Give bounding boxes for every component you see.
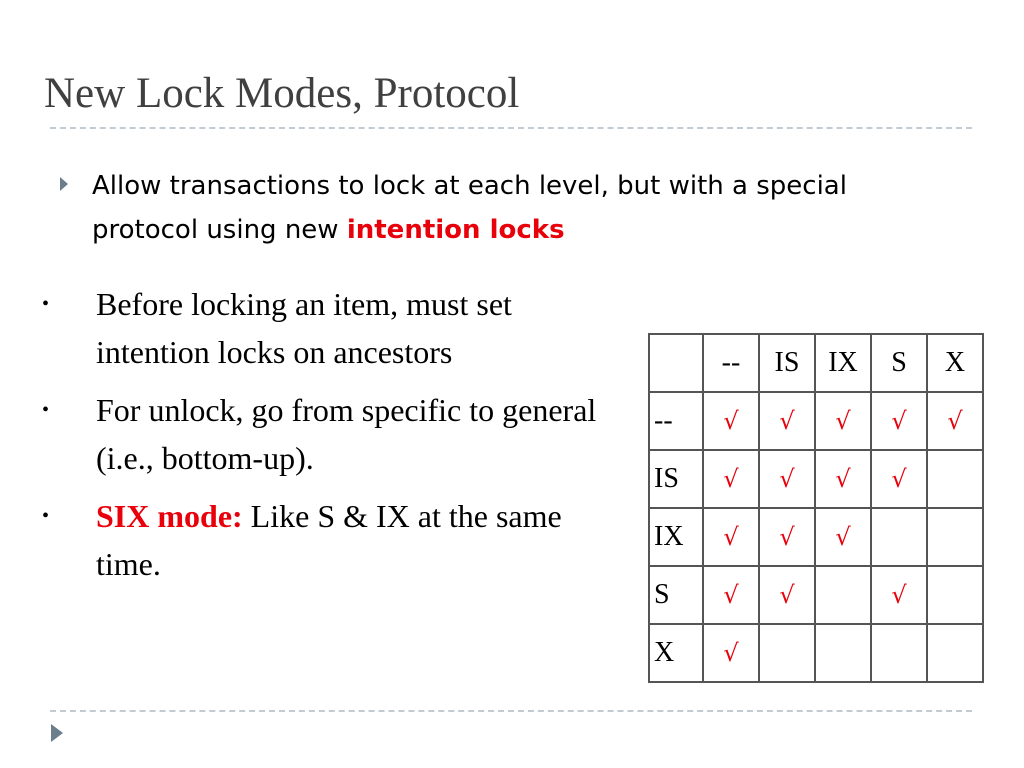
matrix-cell: √ (703, 450, 759, 508)
bullet-dot-icon: • (42, 399, 50, 421)
six-mode-label: SIX mode: (96, 498, 243, 534)
matrix-row-header: S (649, 566, 703, 624)
sub-bullet-text: Before locking an item, must set intention locks on ancestors (96, 286, 512, 370)
matrix-cell (871, 624, 927, 682)
matrix-cell: √ (759, 508, 815, 566)
matrix-row (649, 450, 983, 508)
main-bullet-text (92, 164, 892, 252)
matrix-cell: √ (927, 392, 983, 450)
matrix-cell (759, 624, 815, 682)
matrix-cell: √ (759, 566, 815, 624)
sub-bullet-item (40, 492, 630, 588)
sub-bullet-item (40, 280, 630, 376)
matrix-col-header: IS (759, 334, 815, 392)
matrix-cell: √ (815, 392, 871, 450)
matrix-cell: √ (815, 508, 871, 566)
matrix-row-header: X (649, 624, 703, 682)
matrix-cell (871, 508, 927, 566)
matrix-col-header: S (871, 334, 927, 392)
matrix-cell (927, 450, 983, 508)
matrix-cell: √ (871, 392, 927, 450)
matrix-row (649, 624, 983, 682)
matrix-row-header: IX (649, 508, 703, 566)
matrix-col-header: X (927, 334, 983, 392)
matrix-col-header: -- (703, 334, 759, 392)
matrix-cell: √ (703, 624, 759, 682)
sub-bullet-text: For unlock, go from specific to general (i.e., bottom-up). (96, 392, 597, 476)
matrix-cell (927, 624, 983, 682)
matrix-row-header: IS (649, 450, 703, 508)
footer-divider (50, 710, 972, 712)
matrix-header-row (649, 334, 983, 392)
main-bullet-body: Allow transactions to lock at each level, but with a special protocol using new (92, 171, 847, 245)
matrix-cell: √ (703, 392, 759, 450)
lock-compatibility-matrix (648, 333, 984, 683)
matrix-cell: √ (703, 566, 759, 624)
matrix-col-header: IX (815, 334, 871, 392)
bullet-arrow-icon (60, 177, 68, 191)
slide-title: New Lock Modes, Protocol (44, 70, 520, 117)
matrix-cell: √ (759, 450, 815, 508)
sub-bullet-text: Like S & IX at the same time. (96, 498, 562, 582)
matrix-row-header: -- (649, 392, 703, 450)
matrix-cell: √ (815, 450, 871, 508)
matrix-cell (815, 566, 871, 624)
slide-arrow-icon (51, 724, 63, 742)
matrix-cell (815, 624, 871, 682)
matrix-cell: √ (759, 392, 815, 450)
matrix-row (649, 566, 983, 624)
matrix-cell (927, 508, 983, 566)
intention-locks-highlight: intention locks (346, 215, 565, 245)
matrix-cell: √ (703, 508, 759, 566)
bullet-dot-icon: • (42, 293, 50, 315)
sub-bullet-item (40, 386, 630, 482)
bullet-dot-icon: • (42, 505, 50, 527)
matrix-cell: √ (871, 566, 927, 624)
sub-bullet-list (40, 280, 630, 598)
matrix-corner-cell (649, 334, 703, 392)
matrix-row (649, 508, 983, 566)
matrix-cell: √ (871, 450, 927, 508)
matrix-cell (927, 566, 983, 624)
matrix-row (649, 392, 983, 450)
title-divider (50, 127, 972, 129)
